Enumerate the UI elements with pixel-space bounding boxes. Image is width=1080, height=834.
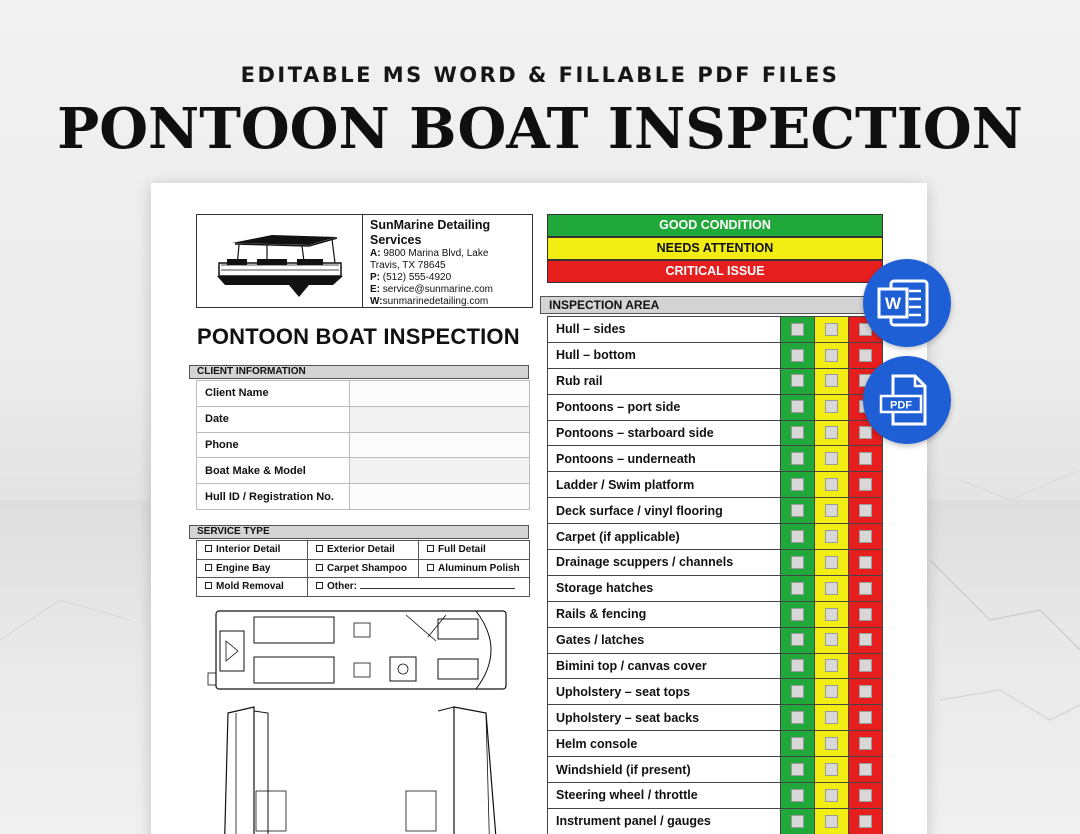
- web-label: W:: [370, 296, 383, 307]
- rating-cell-attention: [815, 757, 849, 783]
- boat-make-model-field[interactable]: [350, 458, 530, 484]
- condition-legend: [547, 214, 883, 283]
- rating-cell-critical: [849, 575, 883, 601]
- checkbox-attention[interactable]: [825, 478, 838, 491]
- checkbox-attention[interactable]: [825, 789, 838, 802]
- table-row: [548, 394, 883, 420]
- checkbox-attention[interactable]: [825, 530, 838, 543]
- rating-cell-good: [781, 498, 815, 524]
- checkbox-critical[interactable]: [859, 711, 872, 724]
- form-title: PONTOON BOAT INSPECTION: [197, 324, 520, 349]
- rating-cell-critical: [849, 757, 883, 783]
- checkbox-attention[interactable]: [825, 711, 838, 724]
- rating-cell-good: [781, 575, 815, 601]
- rating-cell-attention: [815, 653, 849, 679]
- boat-diagram: [206, 601, 516, 834]
- company-web: sunmarinedetailing.com: [382, 296, 489, 307]
- checkbox-good[interactable]: [791, 608, 804, 621]
- inspection-item-label: Steering wheel / throttle: [548, 783, 781, 809]
- pontoon-boat-image: [197, 215, 363, 307]
- rating-cell-attention: [815, 472, 849, 498]
- rating-cell-critical: [849, 446, 883, 472]
- rating-cell-critical: [849, 550, 883, 576]
- other-input-line[interactable]: [360, 581, 515, 589]
- client-info-table: [196, 380, 530, 510]
- checkbox-icon[interactable]: [205, 582, 212, 589]
- word-letter: W: [884, 294, 902, 313]
- inspection-item-label: Gates / latches: [548, 627, 781, 653]
- inspection-item-label: Deck surface / vinyl flooring: [548, 498, 781, 524]
- table-row: [548, 550, 883, 576]
- rating-cell-attention: [815, 679, 849, 705]
- inspection-area-header: INSPECTION AREA: [540, 296, 885, 314]
- checkbox-critical[interactable]: [859, 685, 872, 698]
- checkbox-icon[interactable]: [316, 582, 323, 589]
- rating-cell-attention: [815, 575, 849, 601]
- inspection-item-label: Bimini top / canvas cover: [548, 653, 781, 679]
- service-option[interactable]: Interior Detail: [197, 541, 308, 560]
- checkbox-attention[interactable]: [825, 633, 838, 646]
- rating-cell-good: [781, 783, 815, 809]
- checkbox-good[interactable]: [791, 659, 804, 672]
- table-row: [548, 446, 883, 472]
- rating-cell-critical: [849, 472, 883, 498]
- inspection-item-label: Rub rail: [548, 368, 781, 394]
- inspection-item-label: Rails & fencing: [548, 601, 781, 627]
- inspection-item-label: Pontoons – underneath: [548, 446, 781, 472]
- inspection-item-label: Upholstery – seat backs: [548, 705, 781, 731]
- rating-cell-attention: [815, 731, 849, 757]
- rating-cell-attention: [815, 601, 849, 627]
- inspection-item-label: Pontoons – port side: [548, 394, 781, 420]
- checkbox-critical[interactable]: [859, 608, 872, 621]
- inspection-item-label: Storage hatches: [548, 575, 781, 601]
- company-phone: (512) 555-4920: [382, 272, 452, 283]
- rating-cell-attention: [815, 394, 849, 420]
- inspection-item-label: Pontoons – starboard side: [548, 420, 781, 446]
- rating-cell-attention: [815, 368, 849, 394]
- rating-cell-critical: [849, 679, 883, 705]
- checkbox-attention[interactable]: [825, 608, 838, 621]
- checkbox-good[interactable]: [791, 737, 804, 750]
- checkbox-good[interactable]: [791, 633, 804, 646]
- rating-cell-good: [781, 317, 815, 343]
- address-label: A:: [370, 248, 381, 259]
- checkbox-attention[interactable]: [825, 323, 838, 336]
- field-label: Phone: [197, 432, 350, 458]
- checkbox-good[interactable]: [791, 582, 804, 595]
- pdf-badge: [863, 356, 951, 444]
- rating-cell-good: [781, 601, 815, 627]
- inspection-table: [547, 316, 883, 834]
- rating-cell-critical: [849, 808, 883, 834]
- checkbox-attention[interactable]: [825, 763, 838, 776]
- rating-cell-good: [781, 705, 815, 731]
- inspection-item-label: Drainage scuppers / channels: [548, 550, 781, 576]
- checkbox-attention[interactable]: [825, 504, 838, 517]
- inspection-item-label: Helm console: [548, 731, 781, 757]
- rating-cell-critical: [849, 498, 883, 524]
- rating-cell-attention: [815, 808, 849, 834]
- table-row: [548, 757, 883, 783]
- table-row: [548, 731, 883, 757]
- checkbox-attention[interactable]: [825, 349, 838, 362]
- client-name-field[interactable]: [350, 381, 530, 407]
- table-row: [548, 601, 883, 627]
- word-file-icon: [863, 259, 951, 347]
- pontoon-boat-icon: [197, 215, 363, 307]
- legend-attention: NEEDS ATTENTION: [547, 237, 883, 260]
- checkbox-icon[interactable]: [205, 564, 212, 571]
- rating-cell-attention: [815, 498, 849, 524]
- phone-label: P:: [370, 272, 380, 283]
- inspection-item-label: Windshield (if present): [548, 757, 781, 783]
- service-section-header: SERVICE TYPE: [189, 525, 529, 539]
- checkbox-attention[interactable]: [825, 815, 838, 828]
- table-row: [197, 432, 530, 458]
- service-option[interactable]: Mold Removal: [197, 578, 308, 597]
- rating-cell-good: [781, 757, 815, 783]
- checkbox-good[interactable]: [791, 452, 804, 465]
- client-section-header: CLIENT INFORMATION: [189, 365, 529, 379]
- rating-cell-attention: [815, 550, 849, 576]
- rating-cell-good: [781, 472, 815, 498]
- table-row: [548, 783, 883, 809]
- table-row: [548, 705, 883, 731]
- checkbox-critical[interactable]: [859, 452, 872, 465]
- form-sheet: [151, 183, 927, 834]
- table-row: [548, 472, 883, 498]
- rating-cell-critical: [849, 524, 883, 550]
- rating-cell-critical: [849, 601, 883, 627]
- checkbox-attention[interactable]: [825, 582, 838, 595]
- rating-cell-attention: [815, 627, 849, 653]
- checkbox-attention[interactable]: [825, 426, 838, 439]
- table-row: [197, 541, 530, 560]
- rating-cell-attention: [815, 317, 849, 343]
- pdf-file-icon: [863, 356, 951, 444]
- checkbox-icon[interactable]: [316, 564, 323, 571]
- company-email: service@sunmarine.com: [382, 284, 493, 295]
- checkbox-critical[interactable]: [859, 582, 872, 595]
- rating-cell-attention: [815, 446, 849, 472]
- rating-cell-good: [781, 524, 815, 550]
- checkbox-attention[interactable]: [825, 737, 838, 750]
- table-row: [197, 406, 530, 432]
- rating-cell-good: [781, 731, 815, 757]
- rating-cell-good: [781, 368, 815, 394]
- checkbox-critical[interactable]: [859, 763, 872, 776]
- checkbox-attention[interactable]: [825, 374, 838, 387]
- table-row: [548, 524, 883, 550]
- checkbox-good[interactable]: [791, 711, 804, 724]
- banner-subtitle: EDITABLE MS WORD & FILLABLE PDF FILES: [240, 63, 840, 87]
- table-row: [197, 458, 530, 484]
- service-option[interactable]: Aluminum Polish: [419, 559, 530, 578]
- checkbox-attention[interactable]: [825, 452, 838, 465]
- rating-cell-attention: [815, 783, 849, 809]
- banner-title: PONTOON BOAT INSPECTION: [57, 96, 1023, 162]
- rating-cell-good: [781, 550, 815, 576]
- field-label: Hull ID / Registration No.: [197, 484, 350, 510]
- inspection-item-label: Instrument panel / gauges: [548, 808, 781, 834]
- table-row: [197, 484, 530, 510]
- table-row: [197, 578, 530, 597]
- service-type-table: [196, 540, 530, 597]
- checkbox-good[interactable]: [791, 685, 804, 698]
- phone-field[interactable]: [350, 432, 530, 458]
- table-row: [548, 317, 883, 343]
- legend-critical: CRITICAL ISSUE: [547, 260, 883, 283]
- checkbox-icon[interactable]: [427, 564, 434, 571]
- checkbox-good[interactable]: [791, 426, 804, 439]
- inspection-item-label: Carpet (if applicable): [548, 524, 781, 550]
- checkbox-critical[interactable]: [859, 556, 872, 569]
- checkbox-icon[interactable]: [205, 545, 212, 552]
- checkbox-attention[interactable]: [825, 400, 838, 413]
- rating-cell-critical: [849, 627, 883, 653]
- rating-cell-critical: [849, 783, 883, 809]
- company-header: [196, 214, 533, 308]
- table-row: [548, 368, 883, 394]
- inspection-item-label: Hull – bottom: [548, 342, 781, 368]
- rating-cell-critical: [849, 731, 883, 757]
- table-row: [548, 420, 883, 446]
- checkbox-good[interactable]: [791, 349, 804, 362]
- rating-cell-good: [781, 808, 815, 834]
- address-line2: Travis, TX 78645: [370, 260, 446, 271]
- rating-cell-good: [781, 627, 815, 653]
- table-row: [197, 559, 530, 578]
- rating-cell-good: [781, 679, 815, 705]
- checkbox-good[interactable]: [791, 323, 804, 336]
- table-row: [548, 679, 883, 705]
- table-row: [548, 808, 883, 834]
- checkbox-good[interactable]: [791, 789, 804, 802]
- rating-cell-good: [781, 653, 815, 679]
- checkbox-critical[interactable]: [859, 737, 872, 750]
- table-row: [548, 627, 883, 653]
- checkbox-good[interactable]: [791, 374, 804, 387]
- legend-good: GOOD CONDITION: [547, 214, 883, 237]
- checkbox-critical[interactable]: [859, 633, 872, 646]
- rating-cell-good: [781, 394, 815, 420]
- checkbox-critical[interactable]: [859, 478, 872, 491]
- rating-cell-attention: [815, 705, 849, 731]
- service-option[interactable]: Exterior Detail: [308, 541, 419, 560]
- checkbox-good[interactable]: [791, 763, 804, 776]
- rating-cell-attention: [815, 342, 849, 368]
- inspection-item-label: Ladder / Swim platform: [548, 472, 781, 498]
- checkbox-critical[interactable]: [859, 815, 872, 828]
- rating-cell-critical: [849, 705, 883, 731]
- field-label: Boat Make & Model: [197, 458, 350, 484]
- rating-cell-good: [781, 342, 815, 368]
- checkbox-good[interactable]: [791, 400, 804, 413]
- checkbox-attention[interactable]: [825, 556, 838, 569]
- table-row: [548, 498, 883, 524]
- email-label: E:: [370, 284, 380, 295]
- table-row: [548, 653, 883, 679]
- date-field[interactable]: [350, 406, 530, 432]
- checkbox-critical[interactable]: [859, 530, 872, 543]
- service-option[interactable]: Full Detail: [419, 541, 530, 560]
- word-badge: [863, 259, 951, 347]
- checkbox-good[interactable]: [791, 478, 804, 491]
- service-option[interactable]: Engine Bay: [197, 559, 308, 578]
- pdf-letters: PDF: [890, 399, 912, 412]
- field-label: Date: [197, 406, 350, 432]
- checkbox-critical[interactable]: [859, 504, 872, 517]
- table-row: [197, 381, 530, 407]
- inspection-item-label: Upholstery – seat tops: [548, 679, 781, 705]
- checkbox-good[interactable]: [791, 556, 804, 569]
- checkbox-good[interactable]: [791, 504, 804, 517]
- company-info: [370, 218, 530, 308]
- checkbox-good[interactable]: [791, 530, 804, 543]
- checkbox-critical[interactable]: [859, 789, 872, 802]
- table-row: [548, 575, 883, 601]
- company-name: SunMarine Detailing Services: [370, 218, 491, 247]
- checkbox-attention[interactable]: [825, 659, 838, 672]
- service-option[interactable]: Carpet Shampoo: [308, 559, 419, 578]
- checkbox-critical[interactable]: [859, 659, 872, 672]
- rating-cell-good: [781, 446, 815, 472]
- table-row: [548, 342, 883, 368]
- checkbox-icon[interactable]: [427, 545, 434, 552]
- rating-cell-attention: [815, 524, 849, 550]
- checkbox-good[interactable]: [791, 815, 804, 828]
- checkbox-icon[interactable]: [316, 545, 323, 552]
- inspection-item-label: Hull – sides: [548, 317, 781, 343]
- service-option-other[interactable]: Other:: [308, 578, 530, 597]
- rating-cell-good: [781, 420, 815, 446]
- hull-id-field[interactable]: [350, 484, 530, 510]
- checkbox-attention[interactable]: [825, 685, 838, 698]
- rating-cell-critical: [849, 653, 883, 679]
- address-line1: 9800 Marina Blvd, Lake: [383, 248, 489, 259]
- field-label: Client Name: [197, 381, 350, 407]
- rating-cell-attention: [815, 420, 849, 446]
